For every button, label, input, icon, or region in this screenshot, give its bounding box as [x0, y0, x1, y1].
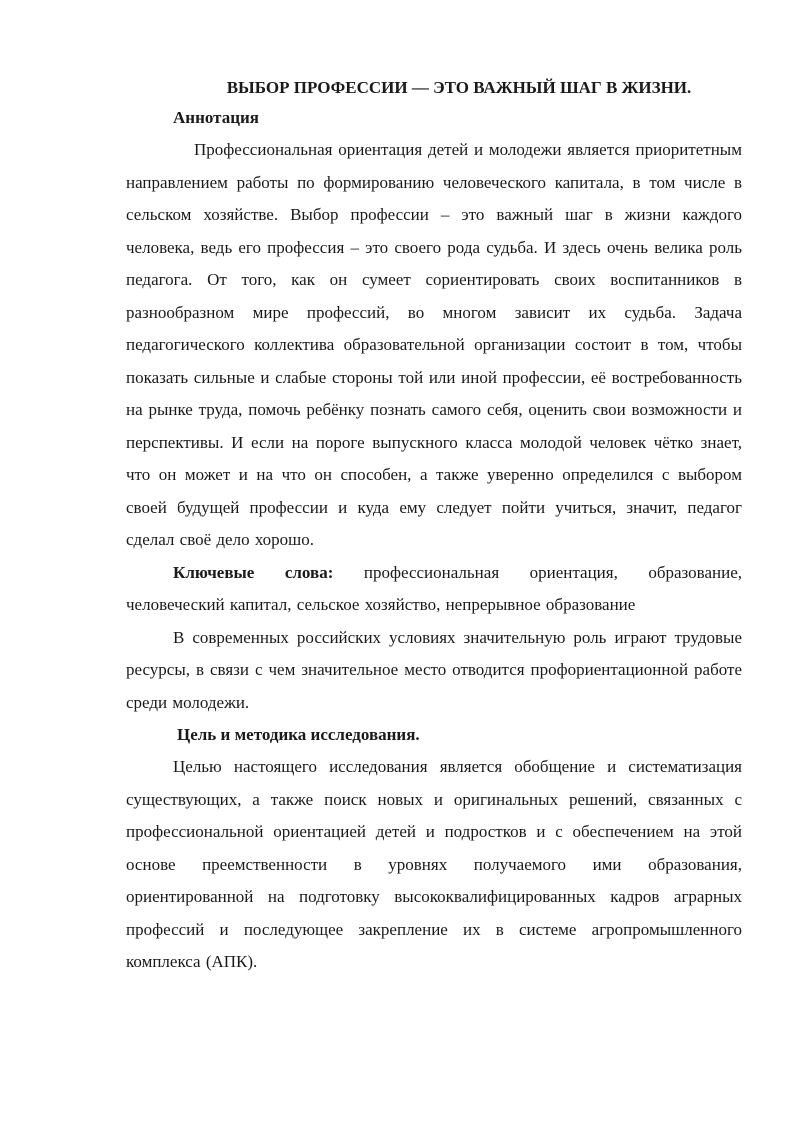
keywords-text: профессиональная ориентация, образование, человеческий капитал, сельское хозяйство, непрерывное образование [126, 562, 742, 614]
goal-heading: Цель и методика исследования. [177, 725, 420, 744]
document-page [126, 74, 742, 979]
intro-paragraph: В современных российских условиях значительную роль играют трудовые ресурсы, в связи с чем значительное место отводится профориентационной работе среди молодежи. [126, 627, 742, 712]
keywords-label: Ключевые слова: [173, 562, 334, 582]
goal-paragraph: Целью настоящего исследования является обобщение и систематизация существующих, а также поиск новых и оригинальных решений, связанных с профессиональной ориентацией детей и подростков и с обеспечением на этой основе преемственности в уровнях получаемого ими образования, ориентированной на подготовку высококвалифицированных кадров аграрных профессий и последующее закрепление их в системе агропромышленного комплекса (АПК). [126, 757, 742, 971]
keywords-paragraph [126, 557, 742, 622]
document-title: ВЫБОР ПРОФЕССИИ — ЭТО ВАЖНЫЙ ШАГ В ЖИЗНИ. [226, 78, 692, 97]
annotation-paragraph: Профессиональная ориентация детей и молодежи является приоритетным направлением работы по формированию человеческого капитала, в том числе в сельском хозяйстве. Выбор профессии – это важный шаг в жизни каждого человека, ведь его профессия – это своего рода судьба. И здесь очень велика роль педагога. От того, как он сумеет сориентировать своих воспитанников в разнообразном мире профессий, во многом зависит их судьба. Задача педагогического коллектива образовательной организации состоит в том, чтобы показать сильные и слабые стороны той или иной профессии, её востребованность на рынке труда, помочь ребёнку познать самого себя, оценить свои возможности и перспективы. И если на пороге выпускного класса молодой человек чётко знает, что он может и на что он способен, а также уверенно определился с выбором своей будущей профессии и куда ему следует пойти учиться, значит, педагог сделал своё дело хорошо. [126, 140, 742, 549]
annotation-heading: Аннотация [173, 108, 259, 127]
